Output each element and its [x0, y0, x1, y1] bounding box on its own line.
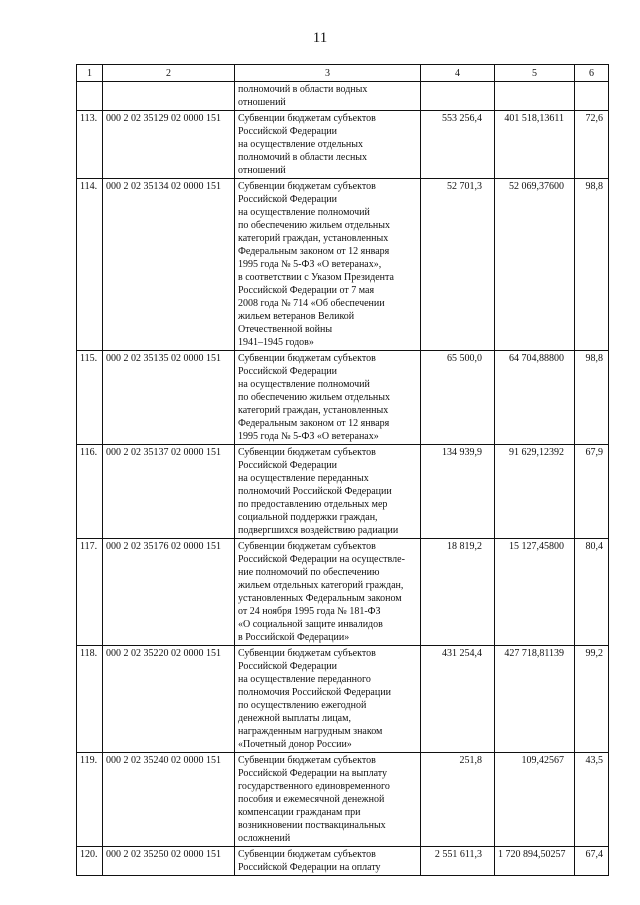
- header-col-3: 3: [235, 65, 421, 82]
- cell-code: 000 2 02 35134 02 0000 151: [103, 179, 235, 351]
- table-row: [77, 753, 609, 847]
- header-row: [77, 65, 609, 82]
- table-row: [77, 351, 609, 445]
- cell-code: 000 2 02 35135 02 0000 151: [103, 351, 235, 445]
- cell-col6: 67,9: [575, 445, 609, 539]
- cell-col4: 431 254,4: [421, 646, 495, 753]
- cell-description: Субвенции бюджетам субъектов Российской Федерации на выплату государственного единовременного пособия и ежемесячной денежной компенсации гражданам при возникновении поствакцинальных осложнений: [235, 753, 421, 847]
- cell-description: полномочий в области водных отношений: [235, 82, 421, 111]
- cell-code: 000 2 02 35137 02 0000 151: [103, 445, 235, 539]
- cell-col5: 64 704,88800: [495, 351, 575, 445]
- table-row: [77, 445, 609, 539]
- cell-col6: 67,4: [575, 847, 609, 876]
- cell-description: Субвенции бюджетам субъектов Российской Федерации на осуществление переданного полномочия Российской Федерации по осуществлению ежегодной денежной выплаты лицам, награжденным нагрудным знаком «Почетный донор России»: [235, 646, 421, 753]
- cell-description: Субвенции бюджетам субъектов Российской Федерации на осуществление полномочий по обеспечению жильем отдельных категорий граждан, установленных Федеральным законом от 12 января 1995 года № 5-ФЗ «О ветеранах»: [235, 351, 421, 445]
- cell-num: 118.: [77, 646, 103, 753]
- cell-col5: 401 518,13611: [495, 111, 575, 179]
- cell-code: [103, 82, 235, 111]
- cell-col5: 91 629,12392: [495, 445, 575, 539]
- cell-col4: 18 819,2: [421, 539, 495, 646]
- cell-col6: 98,8: [575, 179, 609, 351]
- cell-num: 113.: [77, 111, 103, 179]
- cell-num: 114.: [77, 179, 103, 351]
- cell-col6: 72,6: [575, 111, 609, 179]
- cell-col5: 15 127,45800: [495, 539, 575, 646]
- cell-code: 000 2 02 35129 02 0000 151: [103, 111, 235, 179]
- cell-col4: 65 500,0: [421, 351, 495, 445]
- table-row: [77, 179, 609, 351]
- cell-col6: 98,8: [575, 351, 609, 445]
- budget-table: [76, 64, 609, 876]
- header-col-1: 1: [77, 65, 103, 82]
- cell-col5: 427 718,81139: [495, 646, 575, 753]
- cell-col6: 43,5: [575, 753, 609, 847]
- header-col-4: 4: [421, 65, 495, 82]
- table-row: [77, 111, 609, 179]
- cell-num: 115.: [77, 351, 103, 445]
- cell-col5: 52 069,37600: [495, 179, 575, 351]
- cell-code: 000 2 02 35250 02 0000 151: [103, 847, 235, 876]
- cell-col4: [421, 82, 495, 111]
- cell-col4: 134 939,9: [421, 445, 495, 539]
- table-row: [77, 539, 609, 646]
- cell-col4: 251,8: [421, 753, 495, 847]
- cell-col5: 1 720 894,50257: [495, 847, 575, 876]
- cell-col5: 109,42567: [495, 753, 575, 847]
- header-col-2: 2: [103, 65, 235, 82]
- header-col-5: 5: [495, 65, 575, 82]
- continued-row: [77, 82, 609, 111]
- table-row: [77, 646, 609, 753]
- cell-num: [77, 82, 103, 111]
- cell-num: 116.: [77, 445, 103, 539]
- header-col-6: 6: [575, 65, 609, 82]
- cell-col6: 80,4: [575, 539, 609, 646]
- cell-code: 000 2 02 35176 02 0000 151: [103, 539, 235, 646]
- cell-col6: 99,2: [575, 646, 609, 753]
- cell-col4: 52 701,3: [421, 179, 495, 351]
- cell-num: 120.: [77, 847, 103, 876]
- cell-num: 119.: [77, 753, 103, 847]
- cell-description: Субвенции бюджетам субъектов Российской Федерации на осуществление переданных полномочий Российской Федерации по предоставлению отдельных мер социальной поддержки граждан, подвергшихся воздействию радиации: [235, 445, 421, 539]
- cell-col5: [495, 82, 575, 111]
- cell-col4: 553 256,4: [421, 111, 495, 179]
- table-row: [77, 847, 609, 876]
- cell-code: 000 2 02 35220 02 0000 151: [103, 646, 235, 753]
- page-number: 11: [312, 30, 328, 46]
- cell-description: Субвенции бюджетам субъектов Российской Федерации на осуществле- ние полномочий по обеспечению жильем отдельных категорий граждан, установленных Федеральным законом от 24 ноября 1995 года № 181-ФЗ «О социальной защите инвалидов в Российской Федерации»: [235, 539, 421, 646]
- cell-col4: 2 551 611,3: [421, 847, 495, 876]
- cell-num: 117.: [77, 539, 103, 646]
- cell-description: Субвенции бюджетам субъектов Российской Федерации на осуществление полномочий по обеспечению жильем отдельных категорий граждан, установленных Федеральным законом от 12 января 1995 года № 5-ФЗ «О ветеранах», в соответствии с Указом Президента Российской Федерации от 7 мая 2008 года № 714 «Об обеспечении жильем ветеранов Великой Отечественной войны 1941–1945 годов»: [235, 179, 421, 351]
- cell-code: 000 2 02 35240 02 0000 151: [103, 753, 235, 847]
- cell-description: Субвенции бюджетам субъектов Российской Федерации на оплату: [235, 847, 421, 876]
- cell-description: Субвенции бюджетам субъектов Российской Федерации на осуществление отдельных полномочий в области лесных отношений: [235, 111, 421, 179]
- cell-col6: [575, 82, 609, 111]
